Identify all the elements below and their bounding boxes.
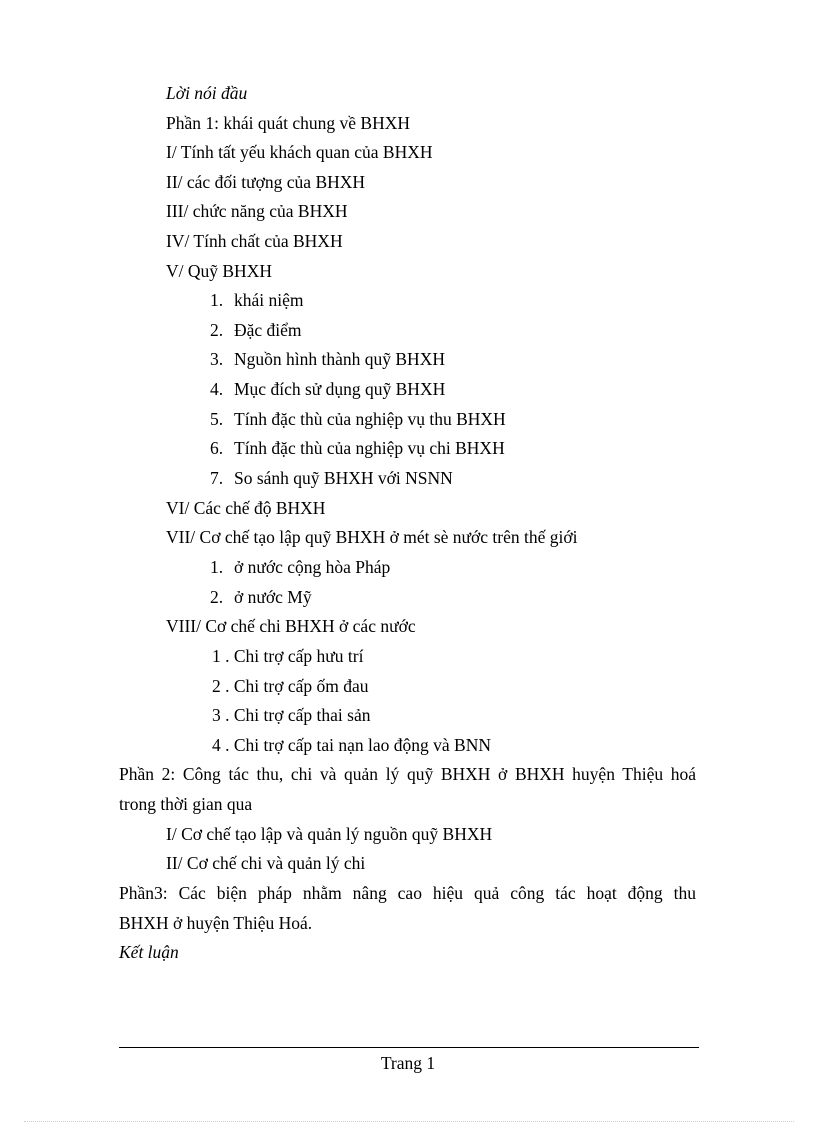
item-number: 7.	[210, 468, 224, 488]
item-text: Mục đích sử dụng quỹ BHXH	[234, 379, 446, 399]
page-number: Trang 1	[380, 1053, 436, 1073]
toc-part3-line2: BHXH ở huyện Thiệu Hoá.	[119, 913, 313, 933]
item-text: Đặc điểm	[234, 320, 302, 340]
item-number: 1.	[210, 290, 224, 310]
item-text: khái niệm	[234, 290, 304, 310]
item-number: 3.	[210, 349, 224, 369]
toc-section-7: VII/ Cơ chế tạo lập quỹ BHXH ở mét sè nước trên thế giới	[166, 527, 578, 547]
toc-part1: Phần 1: khái quát chung về BHXH	[166, 113, 410, 133]
item-text: So sánh quỹ BHXH với NSNN	[234, 468, 453, 488]
item-text: ở nước cộng hòa Pháp	[234, 557, 391, 577]
item-number: 5.	[210, 409, 224, 429]
toc-part2-line2: trong thời gian qua	[119, 794, 253, 814]
footer-divider	[119, 1047, 699, 1048]
item-number: 4.	[210, 379, 224, 399]
item-text: Nguồn hình thành quỹ BHXH	[234, 349, 445, 369]
item-text: ở nước Mỹ	[234, 587, 312, 607]
toc-sec8-item: 2 . Chi trợ cấp ốm đau	[212, 676, 369, 696]
toc-section-1: I/ Tính tất yếu khách quan của BHXH	[166, 142, 433, 162]
item-text: Tính đặc thù của nghiệp vụ chi BHXH	[234, 438, 505, 458]
toc-conclusion: Kết luận	[119, 942, 179, 962]
toc-part2-section-1: I/ Cơ chế tạo lập và quản lý nguồn quỹ BHXH	[166, 824, 493, 844]
item-number: 2.	[210, 320, 224, 340]
toc-part2-section-2: II/ Cơ chế chi và quản lý chi	[166, 853, 366, 873]
item-number: 1.	[210, 557, 224, 577]
toc-sec8-item: 4 . Chi trợ cấp tai nạn lao động và BNN	[212, 735, 491, 755]
item-number: 6.	[210, 438, 224, 458]
toc-part2-line1: Phần 2: Công tác thu, chi và quản lý quỹ BHXH ở BHXH huyện Thiệu hoá	[119, 764, 696, 784]
toc-section-5: V/ Quỹ BHXH	[166, 261, 272, 281]
page-bottom-border	[24, 1121, 794, 1122]
toc-part3-line1: Phần3: Các biện pháp nhằm nâng cao hiệu quả công tác hoạt động thu	[119, 883, 696, 903]
toc-section-2: II/ các đối tượng của BHXH	[166, 172, 366, 192]
toc-section-3: III/ chức năng của BHXH	[166, 201, 348, 221]
toc-sec8-item: 3 . Chi trợ cấp thai sản	[212, 705, 371, 725]
toc-section-6: VI/ Các chế độ BHXH	[166, 498, 326, 518]
item-number: 2.	[210, 587, 224, 607]
toc-preface: Lời nói đầu	[166, 83, 248, 103]
item-text: Tính đặc thù của nghiệp vụ thu BHXH	[234, 409, 506, 429]
toc-sec8-item: 1 . Chi trợ cấp hưu trí	[212, 646, 364, 666]
toc-section-4: IV/ Tính chất của BHXH	[166, 231, 343, 251]
toc-section-8: VIII/ Cơ chế chi BHXH ở các nước	[166, 616, 416, 636]
